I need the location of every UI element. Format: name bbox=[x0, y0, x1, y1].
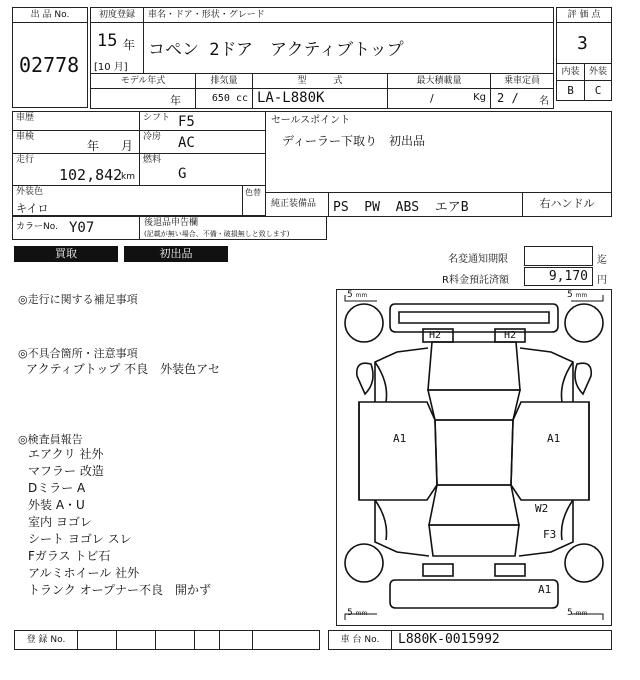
chassis-box bbox=[391, 630, 612, 650]
damage-mark-headlamp-right: H2 bbox=[504, 330, 517, 341]
lot-no: 02778 bbox=[19, 53, 80, 77]
capacity: 2 / bbox=[497, 91, 519, 105]
car-name: コペン 2ドア アクティブトップ bbox=[148, 40, 404, 60]
equipment-label-box bbox=[265, 192, 329, 217]
max-load-label: 最大積載量 bbox=[416, 76, 462, 86]
chassis-no: L880K-0015992 bbox=[398, 632, 500, 647]
inspector-item: Dミラー A bbox=[28, 481, 86, 495]
damage-mark-left-door: A1 bbox=[393, 432, 407, 445]
mileage-label: 走行 bbox=[16, 155, 35, 165]
capacity-box bbox=[490, 88, 554, 109]
damage-mark-right-quarter: F3 bbox=[543, 528, 557, 541]
mileage: 102,842 bbox=[59, 166, 123, 184]
inspection-year: 年 bbox=[87, 139, 100, 153]
registration-cell-3 bbox=[155, 630, 195, 650]
tire-depth-front-right bbox=[567, 290, 587, 301]
first-listing-badge: 初出品 bbox=[124, 246, 228, 262]
inspector-item: 室内 ヨゴレ bbox=[28, 515, 92, 529]
mileage-box bbox=[12, 153, 140, 186]
tire-depth-unit: mm bbox=[355, 292, 368, 299]
registration-label-box bbox=[14, 630, 78, 650]
handle-box bbox=[522, 192, 612, 217]
inspector-item: 外装 A・U bbox=[28, 498, 85, 512]
ac-box bbox=[139, 130, 266, 154]
exterior-grade-box bbox=[584, 80, 612, 101]
equipment: PS PW ABS エアB bbox=[333, 200, 469, 215]
interior-grade-box bbox=[556, 80, 585, 101]
registration-cell-6 bbox=[252, 630, 320, 650]
inspector-item: マフラー 改造 bbox=[28, 464, 104, 478]
model: LA-L880K bbox=[257, 90, 325, 106]
tire-depth-rear-right bbox=[567, 608, 587, 619]
score-box bbox=[556, 22, 612, 64]
mileage-unit: km bbox=[121, 172, 135, 182]
color-no-box bbox=[12, 216, 140, 240]
history-box bbox=[12, 111, 140, 131]
equipment-box bbox=[328, 192, 523, 217]
max-load-unit: Kg bbox=[473, 92, 486, 103]
car-name-label: 車名・ドア・形状・グレード bbox=[148, 10, 265, 20]
name-change-unit: 迄 bbox=[597, 255, 607, 266]
capacity-header bbox=[490, 73, 554, 89]
interior-header bbox=[556, 63, 585, 81]
buy-badge: 買取 bbox=[14, 246, 118, 262]
model-year-unit: 年 bbox=[170, 94, 181, 107]
shift-label: シフト bbox=[143, 113, 171, 123]
tire-depth-value: 5 bbox=[567, 290, 573, 300]
sales-point-text: ディーラー下取り 初出品 bbox=[282, 134, 426, 148]
model-box bbox=[252, 88, 388, 109]
color-no: Y07 bbox=[69, 220, 95, 236]
capacity-unit: 名 bbox=[539, 96, 549, 107]
first-reg-year: 15 bbox=[97, 31, 118, 51]
car-diagram bbox=[336, 289, 612, 626]
score: 3 bbox=[577, 33, 588, 54]
exterior-label: 外装 bbox=[588, 67, 607, 77]
ac: AC bbox=[178, 135, 195, 151]
capacity-label: 乗車定員 bbox=[503, 76, 540, 86]
history-label: 車歴 bbox=[16, 113, 35, 123]
tire-depth-value: 5 bbox=[347, 608, 353, 618]
model-label: 型 式 bbox=[297, 76, 343, 86]
score-label: 評 価 点 bbox=[567, 10, 601, 20]
tire-depth-value: 5 bbox=[347, 290, 353, 300]
color-label: 外装色 bbox=[16, 187, 44, 197]
name-change-label: 名変通知期限 bbox=[448, 254, 508, 265]
displacement: 650 cc bbox=[211, 93, 248, 104]
damage-mark-rear-bumper: A1 bbox=[538, 583, 552, 596]
first-reg-year-unit: 年 bbox=[123, 38, 136, 52]
driving-notes-label: ◎走行に関する補足事項 bbox=[18, 293, 138, 306]
recycle-amount: 9,170 bbox=[548, 269, 588, 284]
inspector-item: トランク オープナー不良 開かず bbox=[28, 583, 211, 597]
name-change-box bbox=[524, 246, 593, 266]
inspection-box bbox=[12, 130, 140, 154]
registration-cell-4 bbox=[194, 630, 220, 650]
fuel-label: 燃料 bbox=[143, 155, 162, 165]
tire-depth-unit: mm bbox=[355, 610, 368, 617]
defects-text: アクティブトップ 不良 外装色アセ bbox=[26, 362, 221, 376]
aftermarket-label: 後退品申告欄 bbox=[144, 218, 199, 228]
aftermarket-box bbox=[139, 216, 327, 240]
registration-cell-5 bbox=[219, 630, 253, 650]
repaint-label: 色替 bbox=[245, 188, 261, 197]
interior-label: 内装 bbox=[561, 67, 580, 77]
max-load-header bbox=[387, 73, 491, 89]
model-year-header bbox=[90, 73, 196, 89]
shift: F5 bbox=[178, 114, 195, 130]
car-name-box bbox=[143, 22, 554, 74]
shift-box bbox=[139, 111, 266, 131]
max-load: / bbox=[430, 92, 434, 105]
chassis-label-box bbox=[328, 630, 392, 650]
inspector-item: アルミホイール 社外 bbox=[28, 566, 140, 580]
inspector-report-label: ◎検査員報告 bbox=[18, 433, 83, 446]
inspection-month: 月 bbox=[121, 139, 134, 153]
fuel: G bbox=[178, 166, 187, 182]
registration-label: 登 録 No. bbox=[26, 635, 66, 645]
aftermarket-note: (記載が無い場合、不備・破損無しと致します) bbox=[144, 230, 290, 238]
car-outline-svg bbox=[337, 290, 611, 625]
fuel-box bbox=[139, 153, 266, 186]
lot-no-header bbox=[12, 7, 88, 23]
inspector-item: Fガラス トビ石 bbox=[28, 549, 111, 563]
model-year-label: モデル年式 bbox=[120, 76, 166, 86]
inspector-list bbox=[28, 446, 211, 599]
color-no-label: カラーNo. bbox=[16, 222, 58, 232]
sales-point-box bbox=[265, 111, 612, 193]
first-reg-box bbox=[90, 22, 144, 74]
sales-point-label: セールスポイント bbox=[271, 115, 351, 126]
interior-grade: B bbox=[567, 84, 574, 97]
defects-label: ◎不具合箇所・注意事項 bbox=[18, 347, 138, 360]
lot-no-label: 出 品 No. bbox=[30, 10, 70, 20]
first-reg-month: [10 月] bbox=[94, 62, 128, 73]
recycle-label: R料金預託済額 bbox=[442, 275, 509, 286]
registration-cell-1 bbox=[77, 630, 117, 650]
model-year-box bbox=[90, 88, 196, 109]
max-load-box bbox=[387, 88, 491, 109]
inspector-item: エアクリ 社外 bbox=[28, 447, 104, 461]
chassis-label: 車 台 No. bbox=[340, 635, 380, 645]
inspection-label: 車検 bbox=[16, 132, 35, 142]
equipment-label: 純正装備品 bbox=[271, 199, 317, 209]
tire-depth-unit: mm bbox=[575, 292, 588, 299]
tire-depth-unit: mm bbox=[575, 610, 588, 617]
damage-mark-headlamp-left: H2 bbox=[429, 330, 442, 341]
exterior-header bbox=[584, 63, 612, 81]
car-name-header bbox=[143, 7, 554, 23]
first-reg-label: 初度登録 bbox=[98, 10, 135, 20]
lot-no-box bbox=[12, 22, 88, 108]
tire-depth-value: 5 bbox=[567, 608, 573, 618]
repaint-box bbox=[242, 185, 266, 217]
damage-mark-right-door: A1 bbox=[547, 432, 561, 445]
tire-depth-front-left bbox=[347, 290, 367, 301]
ac-label: 冷房 bbox=[143, 132, 162, 142]
recycle-box bbox=[524, 267, 593, 286]
handle: 右ハンドル bbox=[539, 197, 595, 210]
displacement-box bbox=[195, 88, 253, 109]
inspector-item: シート ヨゴレ スレ bbox=[28, 532, 132, 546]
score-header bbox=[556, 7, 612, 23]
color: キイロ bbox=[16, 202, 49, 215]
color-box bbox=[12, 185, 243, 217]
tire-depth-rear-left bbox=[347, 608, 367, 619]
displacement-label: 排気量 bbox=[210, 76, 238, 86]
exterior-grade: C bbox=[594, 84, 602, 97]
first-reg-header bbox=[90, 7, 144, 23]
model-header bbox=[252, 73, 388, 89]
recycle-unit: 円 bbox=[597, 275, 607, 286]
damage-mark-right-rear: W2 bbox=[535, 502, 549, 515]
displacement-header bbox=[195, 73, 253, 89]
registration-cell-2 bbox=[116, 630, 156, 650]
